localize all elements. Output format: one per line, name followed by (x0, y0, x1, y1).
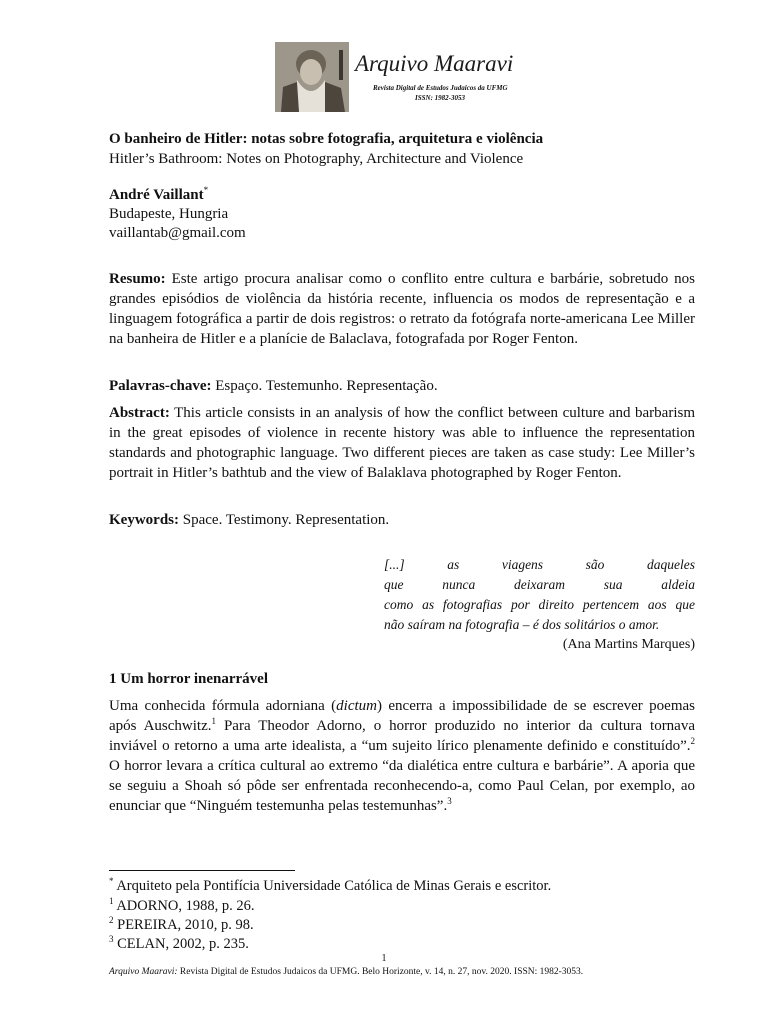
article-title-en: Hitler’s Bathroom: Notes on Photography, Architecture and Violence (109, 151, 524, 167)
logo-portrait-image (275, 42, 349, 112)
footnote-mark: 3 (109, 934, 114, 945)
resumo-paragraph (109, 269, 695, 349)
abstract-paragraph (109, 403, 695, 483)
author-name-text: André Vaillant (109, 187, 204, 203)
epigraph-author: (Ana Martins Marques) (562, 637, 695, 652)
epigraph-line: como as fotografias por direito pertencem aos que (384, 597, 695, 612)
footnote-item (109, 876, 551, 896)
abstract-text: This article consists in an analysis of how the conflict between culture and barbarism in the great episodes of violence in recente history was able to influence the representation standards and photographic language. Two different pieces are taken as case study: Lee Miller’s portrait in Hitler’s bathtub and the view of Balaklava photographed by Roger Fenton. (109, 405, 695, 481)
logo-title: Arquivo Maaravi (355, 51, 514, 76)
footnote-text: CELAN, 2002, p. 235. (113, 936, 249, 952)
footnote-item (109, 915, 254, 935)
footnote-item (109, 934, 249, 954)
logo-subtitle: Revista Digital de Estudos Judaicos da UFMG (373, 84, 508, 92)
palavras-chave-text: Espaço. Testemunho. Representação. (215, 378, 438, 394)
logo-issn: ISSN: 1982-3053 (415, 94, 465, 102)
footnote-text: PEREIRA, 2010, p. 98. (113, 917, 254, 933)
footnote-mark: 1 (109, 896, 114, 907)
footnote-mark: * (109, 876, 114, 887)
paragraph-text: O horror levara a crítica cultural ao extremo “da dialética entre cultura e barbárie”. A aporia que se seguiu a Shoah só pôde ser enfrentada reconhecendo-a, como Paul Celan, por exemplo, ao enunciar que “Ninguém testemunha pelas testemunhas”. (109, 758, 695, 814)
author-name (109, 185, 695, 205)
palavras-chave-label: Palavras-chave: (109, 378, 212, 394)
footnote-ref[interactable]: 3 (447, 796, 452, 806)
epigraph (384, 555, 695, 635)
journal-logo (275, 42, 529, 112)
journal-name: Arquivo Maaravi: (109, 967, 178, 977)
keywords-label: Keywords: (109, 512, 179, 528)
footnote-text: Arquiteto pela Pontifícia Universidade Católica de Minas Gerais e escritor. (113, 878, 552, 894)
epigraph-line: [...] as viagens são daqueles (384, 557, 695, 572)
footnote-ref[interactable]: 2 (690, 736, 695, 746)
author-location: Budapeste, Hungria (109, 206, 229, 222)
footnote-text: ADORNO, 1988, p. 26. (113, 898, 255, 914)
paragraph-text: Para Theodor Adorno, o horror produzido no interior da cultura tornava inviável o retorno a uma arte idealista, a “um sujeito lírico plenamente definido e constituído”. (109, 718, 695, 754)
journal-citation-footer (109, 967, 583, 977)
abstract-label: Abstract: (109, 405, 170, 421)
resumo-text: Este artigo procura analisar como o conflito entre cultura e barbárie, sobretudo nos grandes episódios de violência da história recente, influencia os modos de representação e a linguagem fotográfica a partir de dois registros: o retrato da fotógrafa norte-americana Lee Miller na banheira de Hitler e a planície de Balaclava, fotografada por Roger Fenton. (109, 271, 696, 347)
footnote-divider (109, 870, 295, 871)
keywords-paragraph (109, 510, 695, 530)
section-heading: 1 Um horror inenarrável (109, 671, 269, 687)
footnote-item (109, 896, 254, 916)
portrait-illustration-icon (275, 42, 349, 112)
author-footnote-mark: * (203, 185, 209, 195)
dictum-italic: dictum (336, 698, 377, 714)
footnote-ref[interactable]: 1 (211, 716, 217, 726)
footnote-mark: 2 (109, 915, 114, 926)
page-number: 1 (381, 953, 387, 964)
epigraph-line: não saíram na fotografia – é dos solitários o amor. (384, 617, 660, 632)
epigraph-line: que nunca deixaram sua aldeia (384, 577, 695, 592)
resumo-label: Resumo: (109, 271, 166, 287)
paragraph-text: ) encerra a impossibilidade de se escrever poemas após Auschwitz. (109, 698, 695, 734)
palavras-chave-paragraph (109, 376, 695, 396)
author-email[interactable]: vaillantab@gmail.com (109, 225, 246, 241)
section-paragraph (109, 696, 695, 816)
article-title-pt: O banheiro de Hitler: notas sobre fotografia, arquitetura e violência (109, 131, 544, 147)
paragraph-text: Uma conhecida fórmula adorniana ( (109, 698, 337, 714)
journal-details: Revista Digital de Estudos Judaicos da UFMG. Belo Horizonte, v. 14, n. 27, nov. 2020. ISSN: 1982-3053. (177, 967, 584, 977)
keywords-text: Space. Testimony. Representation. (182, 512, 390, 528)
